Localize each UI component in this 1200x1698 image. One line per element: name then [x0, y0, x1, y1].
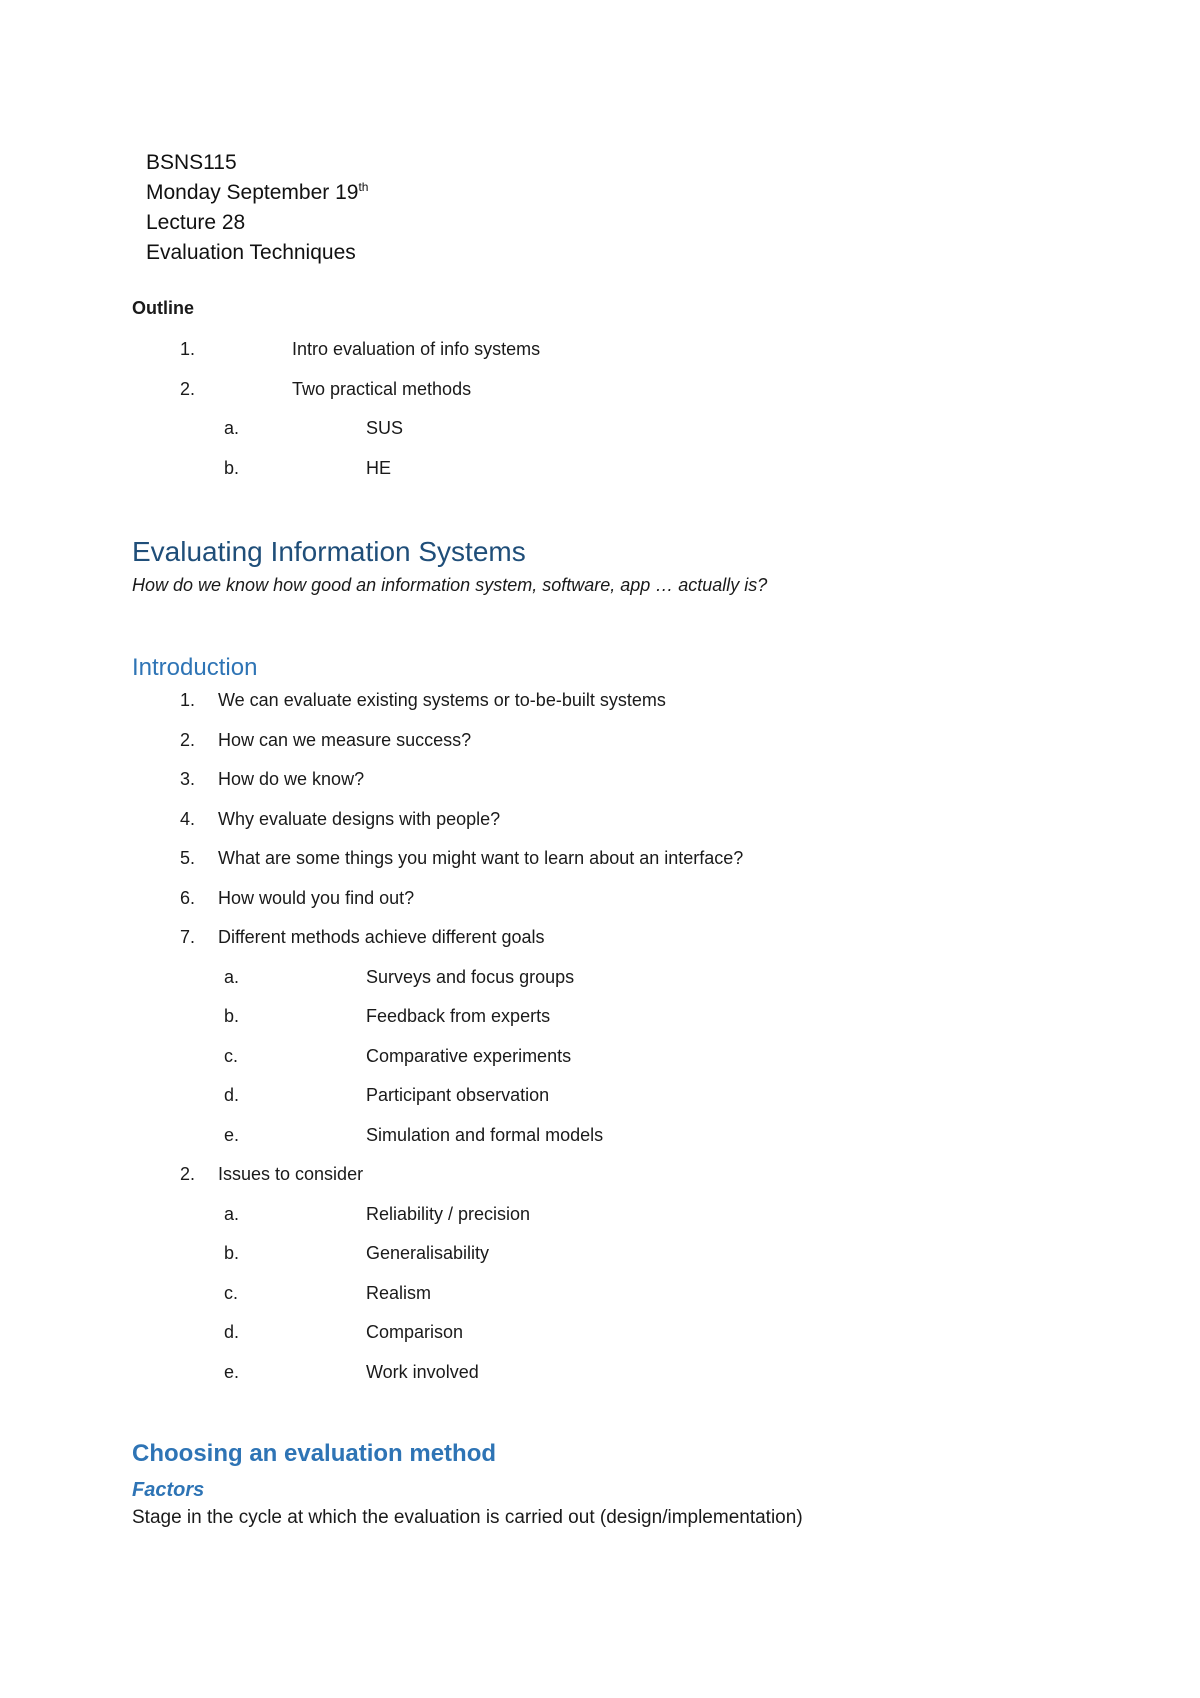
list-number: 3. [180, 769, 196, 789]
list-text: Why evaluate designs with people? [218, 809, 501, 829]
lecture-topic: Evaluation Techniques [146, 241, 356, 264]
list-text: Two practical methods [292, 379, 472, 399]
lecture-date-suffix: th [358, 180, 369, 194]
list-number: 6. [180, 888, 196, 908]
list-text: HE [366, 458, 392, 478]
list-text: Comparative experiments [366, 1046, 572, 1066]
outline-heading: Outline [132, 298, 194, 318]
list-letter: c. [224, 1046, 239, 1066]
lecture-date [146, 178, 368, 208]
list-number: 1. [180, 339, 196, 359]
list-letter: a. [224, 967, 240, 987]
introduction-heading: Introduction [132, 654, 258, 681]
list-letter: b. [224, 1243, 240, 1263]
factors-paragraph: Stage in the cycle at which the evaluation is carried out (design/implementation) [132, 1507, 803, 1528]
list-letter: a. [224, 1204, 240, 1224]
list-number: 1. [180, 690, 196, 710]
list-text: SUS [366, 418, 404, 438]
list-text: We can evaluate existing systems or to-be-built systems [218, 690, 666, 710]
list-letter: a. [224, 418, 240, 438]
course-code: BSNS115 [146, 151, 237, 174]
list-number: 5. [180, 848, 196, 868]
list-letter: d. [224, 1322, 240, 1342]
choosing-heading: Choosing an evaluation method [132, 1440, 497, 1467]
list-number: 7. [180, 927, 196, 947]
list-text: Issues to consider [218, 1164, 364, 1184]
list-number: 2. [180, 1164, 196, 1184]
list-letter: b. [224, 458, 240, 478]
list-text: How would you find out? [218, 888, 415, 908]
list-number: 4. [180, 809, 196, 829]
list-letter: e. [224, 1362, 240, 1382]
list-letter: c. [224, 1283, 239, 1303]
list-text: How can we measure success? [218, 730, 472, 750]
list-text: Work involved [366, 1362, 479, 1382]
list-text: Feedback from experts [366, 1006, 551, 1026]
list-number: 2. [180, 730, 196, 750]
lecture-date-main: Monday September 19 [146, 181, 359, 204]
list-text: What are some things you might want to learn about an interface? [218, 848, 744, 868]
list-text: Surveys and focus groups [366, 967, 575, 987]
list-number: 2. [180, 379, 196, 399]
list-text: How do we know? [218, 769, 365, 789]
list-letter: b. [224, 1006, 240, 1026]
list-text: Reliability / precision [366, 1204, 531, 1224]
list-letter: d. [224, 1085, 240, 1105]
factors-heading: Factors [132, 1479, 205, 1501]
list-text: Participant observation [366, 1085, 550, 1105]
list-text: Generalisability [366, 1243, 490, 1263]
list-text: Realism [366, 1283, 432, 1303]
list-text: Different methods achieve different goals [218, 927, 545, 947]
section-heading: Evaluating Information Systems [132, 536, 526, 567]
list-letter: e. [224, 1125, 240, 1145]
list-text: Simulation and formal models [366, 1125, 604, 1145]
section-subtitle: How do we know how good an information system, software, app … actually is? [132, 575, 768, 595]
list-text: Intro evaluation of info systems [292, 339, 541, 359]
header-block [146, 148, 368, 268]
list-text: Comparison [366, 1322, 464, 1342]
lecture-number: Lecture 28 [146, 211, 246, 234]
